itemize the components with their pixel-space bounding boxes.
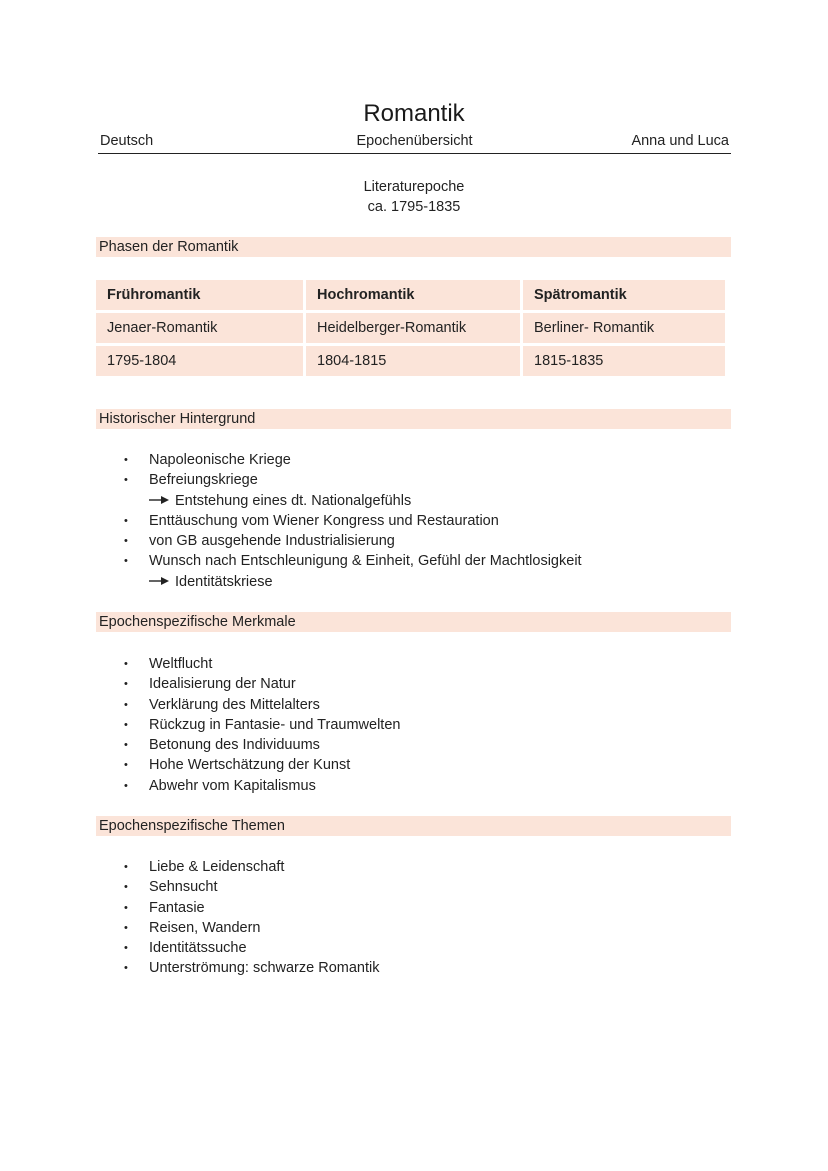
history-list bbox=[124, 450, 582, 592]
list-item: • Liebe & Leidenschaft bbox=[124, 857, 379, 877]
bullet-icon: • bbox=[124, 698, 128, 711]
list-item: • Wunsch nach Entschleunigung & Einheit, Gefühl der Machtlosigkeit Identitätskriese bbox=[124, 551, 582, 592]
header-row bbox=[98, 133, 731, 154]
table-cell: Heidelberger-Romantik bbox=[306, 313, 520, 343]
list-item: • von GB ausgehende Industrialisierung bbox=[124, 531, 582, 551]
list-item: • Befreiungskriege Entstehung eines dt. Nationalgefühls bbox=[124, 470, 582, 511]
bullet-icon: • bbox=[124, 881, 128, 894]
bullet-icon: • bbox=[124, 861, 128, 873]
epoch-info bbox=[0, 177, 828, 217]
table-row bbox=[96, 346, 725, 376]
arrow-right-icon bbox=[149, 495, 169, 505]
sub-item: Identitätskriese bbox=[149, 572, 582, 592]
bullet-icon: • bbox=[124, 514, 128, 527]
table-cell: Berliner- Romantik bbox=[523, 313, 725, 343]
list-item: • Weltflucht bbox=[124, 654, 400, 674]
table-header-cell: Spätromantik bbox=[523, 280, 725, 310]
table-row bbox=[96, 280, 725, 310]
table-cell: 1795-1804 bbox=[96, 346, 303, 376]
overview-label: Epochenübersicht bbox=[356, 133, 473, 149]
bullet-icon: • bbox=[124, 474, 128, 487]
list-item: • Fantasie bbox=[124, 898, 379, 918]
themes-list bbox=[124, 857, 379, 979]
bullet-icon: • bbox=[124, 718, 128, 731]
list-item: • Idealisierung der Natur bbox=[124, 674, 400, 694]
list-item: • Enttäuschung vom Wiener Kongress und Restauration bbox=[124, 511, 582, 531]
section-heading-features: Epochenspezifische Merkmale bbox=[96, 612, 731, 632]
table-header-cell: Frühromantik bbox=[96, 280, 303, 310]
list-item: • Reisen, Wandern bbox=[124, 918, 379, 938]
document-title: Romantik bbox=[363, 100, 465, 127]
epoch-type: Literaturepoche bbox=[363, 179, 465, 195]
bullet-icon: • bbox=[124, 779, 128, 792]
list-item: • Betonung des Individuums bbox=[124, 735, 400, 755]
list-item: • Sehnsucht bbox=[124, 877, 379, 897]
bullet-icon: • bbox=[124, 658, 128, 670]
list-item: • Abwehr vom Kapitalismus bbox=[124, 776, 400, 796]
section-heading-themes: Epochenspezifische Themen bbox=[96, 816, 731, 836]
bullet-icon: • bbox=[124, 535, 128, 548]
bullet-icon: • bbox=[124, 921, 128, 934]
section-heading-phases: Phasen der Romantik bbox=[96, 237, 731, 257]
bullet-icon: • bbox=[124, 739, 128, 752]
table-row bbox=[96, 313, 725, 343]
bullet-icon: • bbox=[124, 962, 128, 975]
table-cell: 1815-1835 bbox=[523, 346, 725, 376]
table-cell: Jenaer-Romantik bbox=[96, 313, 303, 343]
bullet-icon: • bbox=[124, 555, 128, 568]
list-item: • Unterströmung: schwarze Romantik bbox=[124, 958, 379, 978]
authors-label: Anna und Luca bbox=[631, 133, 729, 149]
subject-label: Deutsch bbox=[100, 133, 154, 149]
bullet-icon: • bbox=[124, 901, 128, 914]
phases-table bbox=[93, 277, 728, 379]
list-item: • Identitätssuche bbox=[124, 938, 379, 958]
arrow-right-icon bbox=[149, 576, 169, 586]
list-item: • Hohe Wertschätzung der Kunst bbox=[124, 755, 400, 775]
features-list bbox=[124, 654, 400, 796]
table-header-cell: Hochromantik bbox=[306, 280, 520, 310]
sub-item: Entstehung eines dt. Nationalgefühls bbox=[149, 491, 582, 511]
epoch-dates: ca. 1795-1835 bbox=[367, 199, 461, 215]
bullet-icon: • bbox=[124, 678, 128, 691]
section-heading-history: Historischer Hintergrund bbox=[96, 409, 731, 429]
list-item: • Rückzug in Fantasie- und Traumwelten bbox=[124, 715, 400, 735]
bullet-icon: • bbox=[124, 454, 128, 466]
list-item: • Verklärung des Mittelalters bbox=[124, 695, 400, 715]
list-item: • Napoleonische Kriege bbox=[124, 450, 582, 470]
bullet-icon: • bbox=[124, 759, 128, 772]
bullet-icon: • bbox=[124, 942, 128, 955]
table-cell: 1804-1815 bbox=[306, 346, 520, 376]
